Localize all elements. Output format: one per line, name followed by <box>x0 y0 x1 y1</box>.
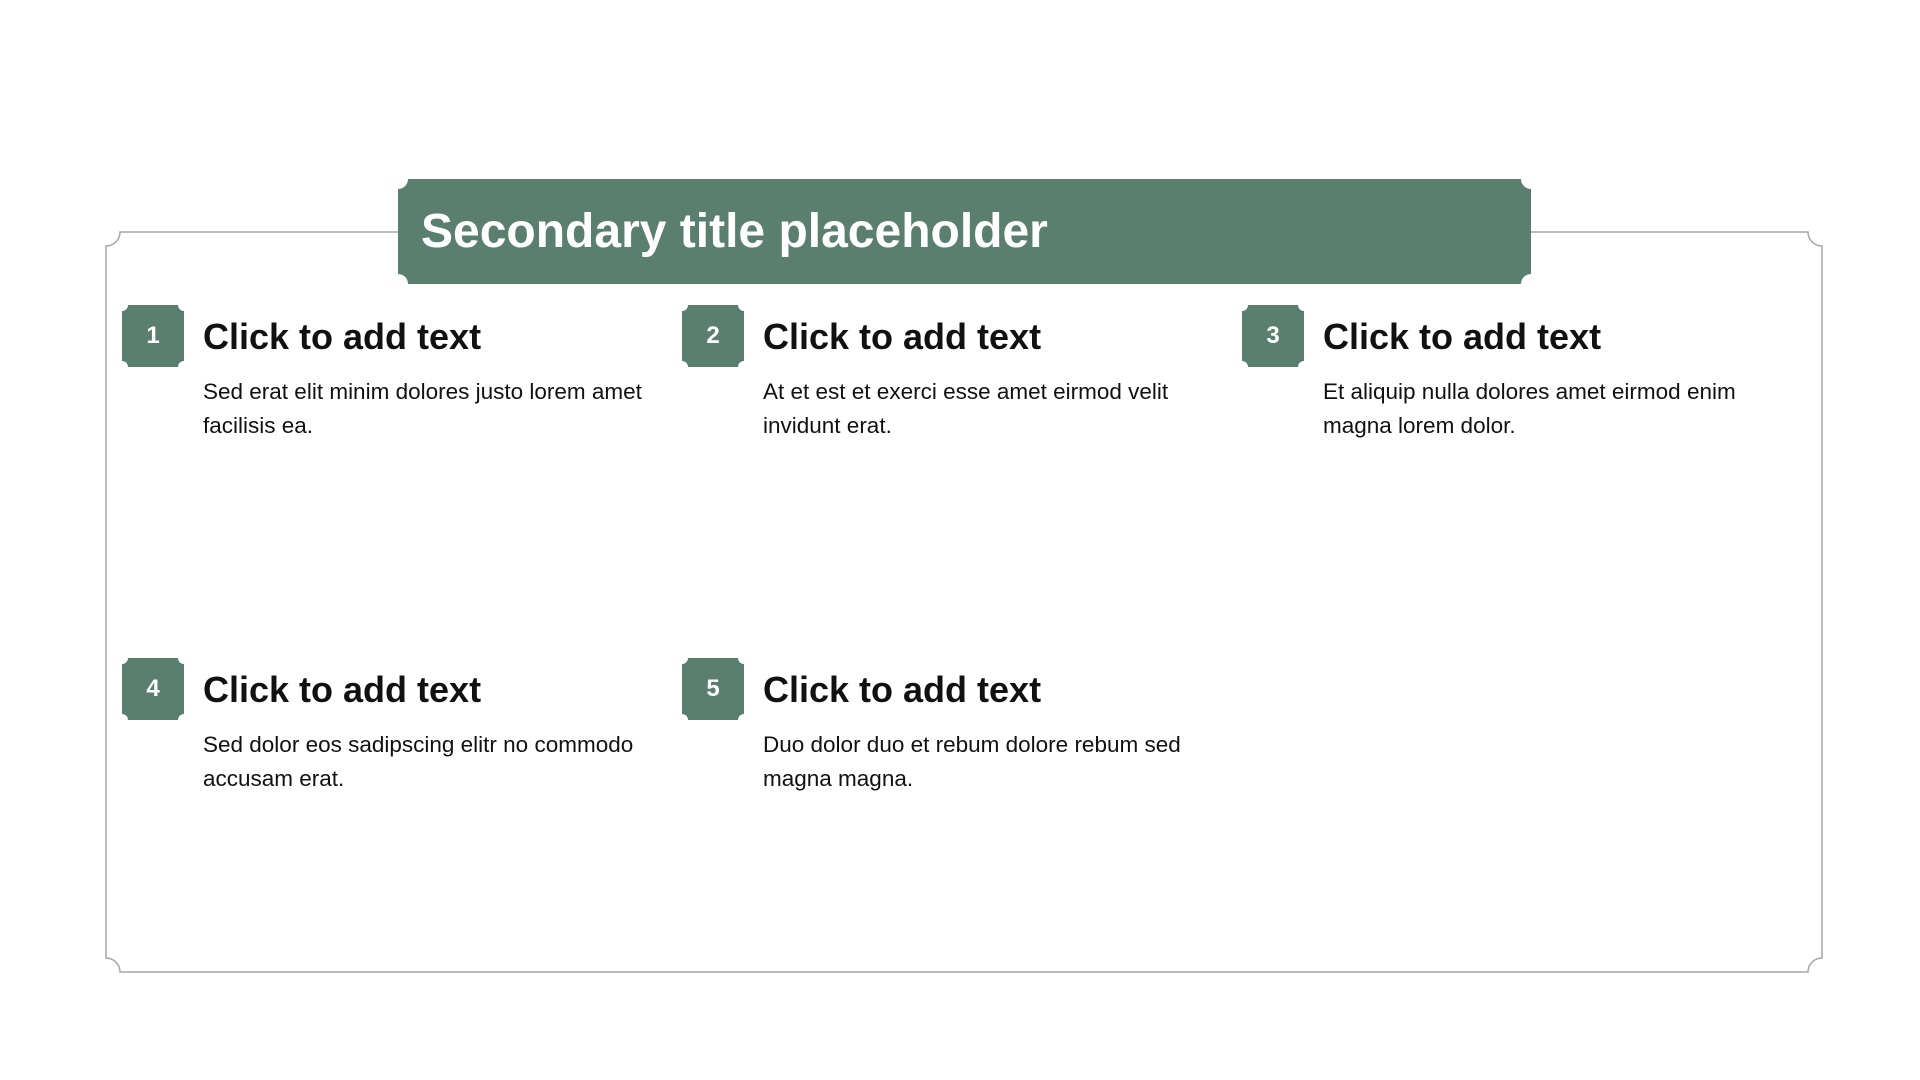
list-item <box>122 305 642 465</box>
title-banner <box>398 179 1531 284</box>
item-body[interactable]: Sed dolor eos sadipscing elitr no commodo accusam erat. <box>203 732 634 791</box>
number-badge <box>122 658 184 720</box>
number-badge <box>682 305 744 367</box>
number-badge <box>682 658 744 720</box>
list-item <box>682 658 1202 818</box>
number-badge <box>1242 305 1304 367</box>
item-heading[interactable]: Click to add text <box>763 669 1042 710</box>
list-item <box>1242 305 1762 465</box>
item-heading[interactable]: Click to add text <box>1323 316 1602 357</box>
item-body[interactable]: Duo dolor duo et rebum dolore rebum sed magna magna. <box>763 732 1181 791</box>
item-body[interactable]: Sed erat elit minim dolores justo lorem amet facilisis ea. <box>203 379 642 438</box>
slide-title[interactable]: Secondary title placeholder <box>421 205 1048 258</box>
item-body[interactable]: Et aliquip nulla dolores amet eirmod enim magna lorem dolor. <box>1323 379 1736 438</box>
item-heading[interactable]: Click to add text <box>763 316 1042 357</box>
item-heading[interactable]: Click to add text <box>203 669 482 710</box>
badge-number: 3 <box>1266 322 1280 349</box>
badge-number: 1 <box>146 322 160 349</box>
list-item <box>122 658 642 818</box>
badge-number: 5 <box>706 675 720 702</box>
number-badge <box>122 305 184 367</box>
badge-number: 4 <box>146 675 160 702</box>
item-body[interactable]: At et est et exerci esse amet eirmod velit invidunt erat. <box>763 379 1169 438</box>
list-item <box>682 305 1202 465</box>
badge-number: 2 <box>706 322 720 349</box>
item-heading[interactable]: Click to add text <box>203 316 482 357</box>
